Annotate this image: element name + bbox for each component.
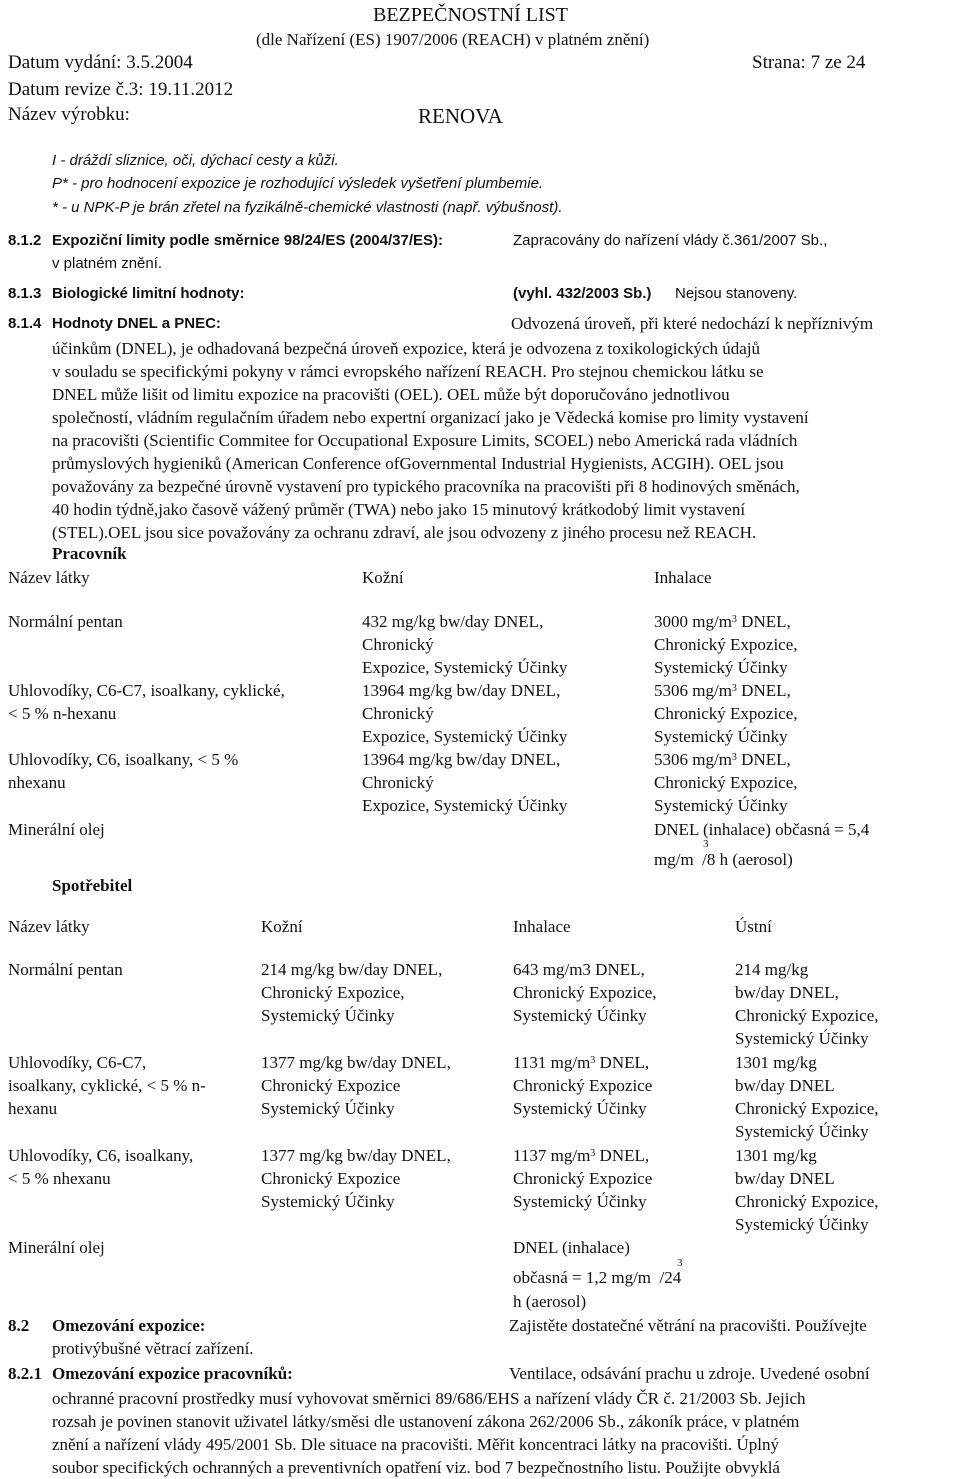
consumer-row-2-oral: 1301 mg/kg bw/day DNEL Chronický Expozice, Systemický Účinky — [735, 1053, 879, 1141]
consumer-mineral-oil-inhalation-1: DNEL (inhalace) — [513, 1238, 630, 1257]
paragraph-line: ochranné pracovní prostředky musí vyhovovat směrnici 89/686/EHS a nařízení vlády ČR č. 21/2003 Sb. Jejich — [52, 1389, 806, 1408]
consumer-col-inhalation: Inhalace — [513, 917, 571, 936]
section-8-2-1-text: Ventilace, odsávání prachu u zdroje. Uvedené osobní — [509, 1364, 870, 1383]
doc-title: BEZPEČNOSTNÍ LIST — [373, 4, 568, 26]
worker-mineral-oil-name: Minerální olej — [8, 820, 105, 839]
worker-row-1-name: Normální pentan — [8, 612, 123, 631]
consumer-col-name: Název látky — [8, 917, 90, 936]
consumer-mineral-oil-exponent: 3 — [677, 1257, 683, 1269]
paragraph-line: (STEL).OEL jsou sice považovány za ochranu zdraví, ale jsou odvozeny z jiného procesu než REACH. — [52, 523, 757, 542]
worker-mineral-oil-inhalation-2: mg/m /8 h (aerosol) — [654, 850, 793, 869]
paragraph-line: účinkům (DNEL), je odhadovaná bezpečná úroveň expozice, která je odvozena z toxikologických údajů — [52, 339, 761, 358]
consumer-heading: Spotřebitel — [52, 876, 133, 895]
section-8-1-4-number: 8.1.4 — [8, 315, 42, 332]
issue-date: Datum vydání: 3.5.2004 — [8, 52, 193, 73]
doc-subtitle: (dle Nařízení (ES) 1907/2006 (REACH) v platném znění) — [256, 30, 650, 49]
section-8-2-text-2: protivýbušné větrací zařízení. — [52, 1339, 254, 1358]
section-8-1-2-text-2: v platném znění. — [52, 255, 163, 272]
consumer-row-2-inhalation: 1131 $mg/m^3$ DNEL, Chronický Expozice Systemický Účinky — [513, 1053, 653, 1118]
product-label: Název výrobku: — [8, 104, 130, 125]
paragraph-line: na pracovišti (Scientific Commitee for Occupational Exposure Limits, SCOEL) nebo Americká rada vládních — [52, 431, 798, 450]
section-8-1-3-text: Nejsou stanoveny. — [675, 285, 798, 302]
section-8-1-3-reference: (vyhl. 432/2003 Sb.) — [513, 285, 652, 302]
section-8-2-1-number: 8.2.1 — [8, 1364, 42, 1383]
paragraph-line: považovány za bezpečné úrovně vystavení pro typického pracovníka na pracovišti při 8 hodinových směnách, — [52, 477, 800, 496]
note-2: P* - pro hodnocení expozice je rozhodující výsledek vyšetření plumbemie. — [52, 175, 544, 192]
paragraph-line: v souladu se specifickými pokyny v rámci evropského nařízení REACH. Pro stejnou chemickou látku se — [52, 362, 764, 381]
section-8-1-2-text: Zapracovány do nařízení vlády č.361/2007 Sb., — [513, 232, 828, 249]
paragraph-line: znění a nařízení vlády 495/2001 Sb. Dle situace na pracovišti. Měřit koncentraci látky na pracovišti. Úplný — [52, 1435, 780, 1454]
section-8-2-number: 8.2 — [8, 1316, 30, 1335]
consumer-mineral-oil-inhalation-3: h (aerosol) — [513, 1292, 587, 1311]
section-8-2-1-title: Omezování expozice pracovníků: — [52, 1364, 293, 1383]
worker-mineral-oil-exponent: 3 — [703, 838, 709, 850]
worker-mineral-oil-inhalation-1: DNEL (inhalace) občasná = 5,4 — [654, 820, 870, 839]
worker-row-2-inhalation: 5306 $mg/m^3$ DNEL, Chronický Expozice, Systemický Účinky — [654, 681, 798, 746]
worker-col-dermal: Kožní — [362, 568, 404, 587]
worker-row-1-inhalation: 3000 $mg/m^3$ DNEL, Chronický Expozice, Systemický Účinky — [654, 612, 798, 677]
consumer-row-1-name: Normální pentan — [8, 960, 123, 979]
worker-col-inhalation: Inhalace — [654, 568, 712, 587]
paragraph-line: rozsah je povinen stanovit uživatel látky/směsi dle ustanovení zákona 262/2006 Sb., zákoník práce, v platném — [52, 1412, 800, 1431]
consumer-row-2-name: Uhlovodíky, C6-C7, isoalkany, cyklické, < 5 % n- hexanu — [8, 1053, 206, 1118]
consumer-mineral-oil-inhalation-2: občasná = 1,2 mg/m /24 — [513, 1268, 682, 1287]
consumer-row-1-dermal: 214 mg/kg bw/day DNEL, Chronický Expozice, Systemický Účinky — [261, 960, 443, 1025]
section-8-1-4-first-line: Odvozená úroveň, při které nedochází k nepříznivým — [511, 314, 874, 333]
revision-date: Datum revize č.3: 19.11.2012 — [8, 79, 234, 100]
consumer-row-1-oral: 214 mg/kg bw/day DNEL, Chronický Expozice, Systemický Účinky — [735, 960, 879, 1048]
consumer-col-oral: Ústní — [735, 917, 772, 936]
paragraph-line: průmyslových hygieniků (American Conference ofGovernmental Industrial Hygienists, ACGIH). OEL jsou — [52, 454, 784, 473]
section-8-1-2-number: 8.1.2 — [8, 232, 42, 249]
worker-col-name: Název látky — [8, 568, 90, 587]
section-8-1-4-title: Hodnoty DNEL a PNEC: — [52, 315, 221, 332]
worker-row-3-name: Uhlovodíky, C6, isoalkany, < 5 % nhexanu — [8, 750, 239, 792]
worker-row-3-inhalation: 5306 $mg/m^3$ DNEL, Chronický Expozice, Systemický Účinky — [654, 750, 798, 815]
consumer-col-dermal: Kožní — [261, 917, 303, 936]
consumer-row-3-oral: 1301 mg/kg bw/day DNEL Chronický Expozice, Systemický Účinky — [735, 1146, 879, 1234]
worker-row-3-dermal: 13964 mg/kg bw/day DNEL, Chronický Expozice, Systemický Účinky — [362, 750, 568, 815]
consumer-mineral-oil-name: Minerální olej — [8, 1238, 105, 1257]
consumer-row-2-dermal: 1377 mg/kg bw/day DNEL, Chronický Expozice Systemický Účinky — [261, 1053, 451, 1118]
section-8-2-text: Zajistěte dostatečné větrání na pracovišti. Používejte — [509, 1316, 867, 1335]
ppe-paragraph — [52, 1387, 952, 1479]
paragraph-line: soubor specifických ochranných a preventivních opatření viz. bod 7 bezpečnostního listu. Použijte obvyklá — [52, 1458, 780, 1477]
paragraph-line: 40 hodin týdně,jako časově vážený průměr (TWA) nebo jako 15 minutový krátkodobý limit vystavení — [52, 500, 746, 519]
consumer-row-3-name: Uhlovodíky, C6, isoalkany, < 5 % nhexanu — [8, 1146, 194, 1188]
worker-heading: Pracovník — [52, 544, 127, 563]
note-1: I - dráždí sliznice, oči, dýchací cesty a kůži. — [52, 152, 339, 169]
section-8-2-title: Omezování expozice: — [52, 1316, 206, 1335]
section-8-1-2-title: Expoziční limity podle směrnice 98/24/ES (2004/37/ES): — [52, 232, 443, 249]
product-name: RENOVA — [418, 104, 503, 128]
consumer-row-3-inhalation: 1137 $mg/m^3$ DNEL, Chronický Expozice Systemický Účinky — [513, 1146, 653, 1211]
page-number: Strana: 7 ze 24 — [752, 52, 866, 73]
section-8-1-3-number: 8.1.3 — [8, 285, 42, 302]
worker-row-2-dermal: 13964 mg/kg bw/day DNEL, Chronický Expozice, Systemický Účinky — [362, 681, 568, 746]
section-8-1-3-title: Biologické limitní hodnoty: — [52, 285, 245, 302]
worker-row-1-dermal: 432 mg/kg bw/day DNEL, Chronický Expozice, Systemický Účinky — [362, 612, 568, 677]
note-3: * - u NPK-P je brán zřetel na fyzikálně-chemické vlastnosti (např. výbušnost). — [52, 199, 563, 216]
consumer-row-1-inhalation: 643 mg/m3 DNEL, Chronický Expozice, Systemický Účinky — [513, 960, 657, 1025]
paragraph-line: společností, vládním regulačním úřadem nebo expertní organizací jako je Vědecká komise pro limity vystavení — [52, 408, 809, 427]
paragraph-line: DNEL může lišit od limitu expozice na pracovišti (OEL). OEL může být doporučováno jednotlivou — [52, 385, 730, 404]
consumer-row-3-dermal: 1377 mg/kg bw/day DNEL, Chronický Expozice Systemický Účinky — [261, 1146, 451, 1211]
dnel-paragraph — [52, 337, 952, 544]
worker-row-2-name: Uhlovodíky, C6-C7, isoalkany, cyklické, < 5 % n-hexanu — [8, 681, 285, 723]
